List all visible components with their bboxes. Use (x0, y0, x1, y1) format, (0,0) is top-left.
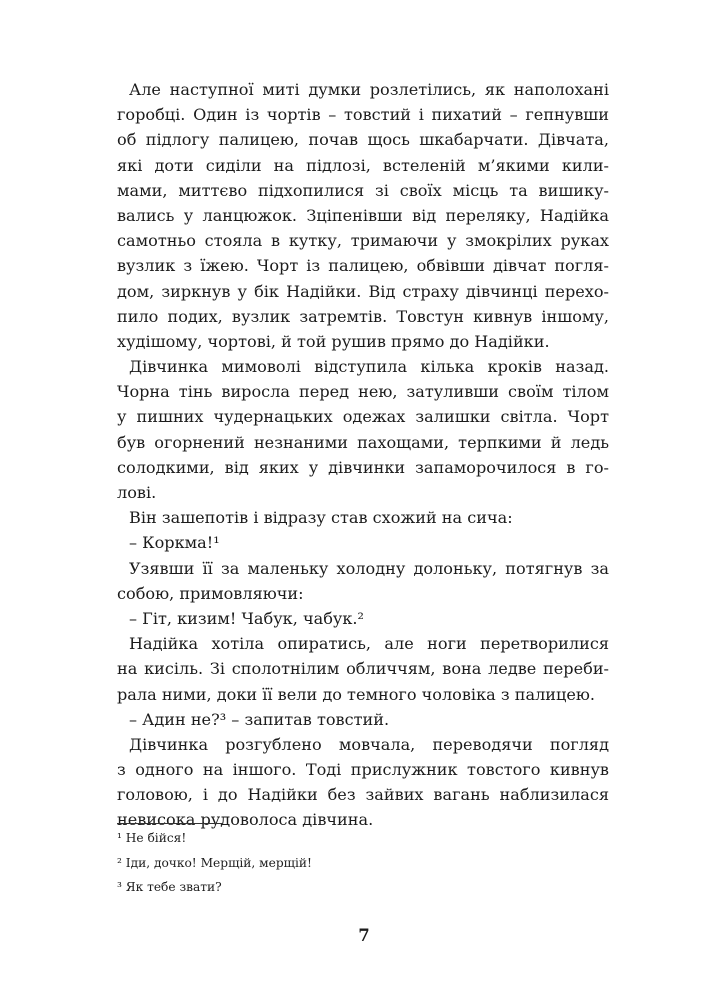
text-line: собою, примовляючи: (117, 583, 304, 603)
text-line: Дівчинка розгублено мовчала, переводячи погляд (129, 734, 609, 754)
text-line: пило подих, вузлик затремтів. Товстун кивнув іншому, (117, 306, 609, 326)
text-line: на кисіль. Зі сполотнілим обличчям, вона ледве переби- (117, 659, 609, 679)
footnote-separator (117, 823, 223, 824)
text-line: об підлогу палицею, почав щось шкабарчати. Дівчата, (117, 130, 609, 150)
text-line: – Адин не?³ – запитав товстий. (129, 709, 390, 729)
footnotes (117, 826, 609, 900)
text-line: вались у ланцюжок. Зціпенівши від переляку, Надійка (117, 205, 609, 225)
text-line: Він зашепотів і відразу став схожий на сича: (129, 508, 513, 528)
text-line: мами, миттєво підхопилися зі своїх місць та вишику- (117, 180, 609, 200)
page-number: 7 (358, 926, 370, 945)
text-line: Але наступної миті думки розлетілись, як наполохані (129, 80, 609, 99)
text-line: був огорнений незнаними пахощами, терпкими й ледь (117, 432, 609, 452)
text-line: самотньо стояла в кутку, тримаючи у змокрілих руках (117, 231, 609, 251)
text-line: невисока рудоволоса дівчина. (117, 810, 374, 830)
text-line: – Коркма!¹ (129, 533, 220, 553)
footnote: ³ Як тебе звати? (117, 880, 222, 894)
footnote: ² Іди, дочко! Мерщій, мерщій! (117, 855, 312, 870)
body-text (117, 77, 609, 833)
text-line: з одного на іншого. Тоді прислужник товстого кивнув (117, 760, 609, 780)
text-line: худішому, чортові, й той рушив прямо до Надійки. (117, 331, 550, 351)
text-line: Чорна тінь виросла перед нею, затуливши своїм тілом (117, 382, 609, 402)
text-line: Надійка хотіла опиратись, але ноги перетворилися (129, 634, 609, 654)
text-line: – Гіт, кизим! Чабук, чабук.² (129, 608, 364, 628)
text-line: рала ними, доки її вели до темного чоловіка з палицею. (117, 684, 596, 704)
text-line: дом, зиркнув у бік Надійки. Від страху дівчинці перехо- (117, 281, 609, 301)
text-line: вузлик з їжею. Чорт із палицею, обвівши дівчат погля- (117, 256, 609, 276)
text-line: Дівчинка мимоволі відступила кілька кроків назад. (129, 357, 609, 377)
footnote: ¹ Не бійся! (117, 831, 187, 845)
text-line: у пишних чудернацьких одежах залишки світла. Чорт (117, 407, 609, 427)
text-line: головою, і до Надійки без зайвих вагань наблизилася (117, 785, 609, 805)
text-line: Узявши її за маленьку холодну долоньку, потягнув за (129, 558, 609, 578)
text-line: горобці. Один із чортів – товстий і пихатий – гепнувши (117, 105, 609, 125)
text-line: які доти сиділи на підлозі, встеленій м’якими кили- (117, 155, 609, 175)
text-line: солодкими, від яких у дівчинки запаморочилося в го- (117, 457, 609, 477)
text-line: лові. (117, 483, 157, 502)
